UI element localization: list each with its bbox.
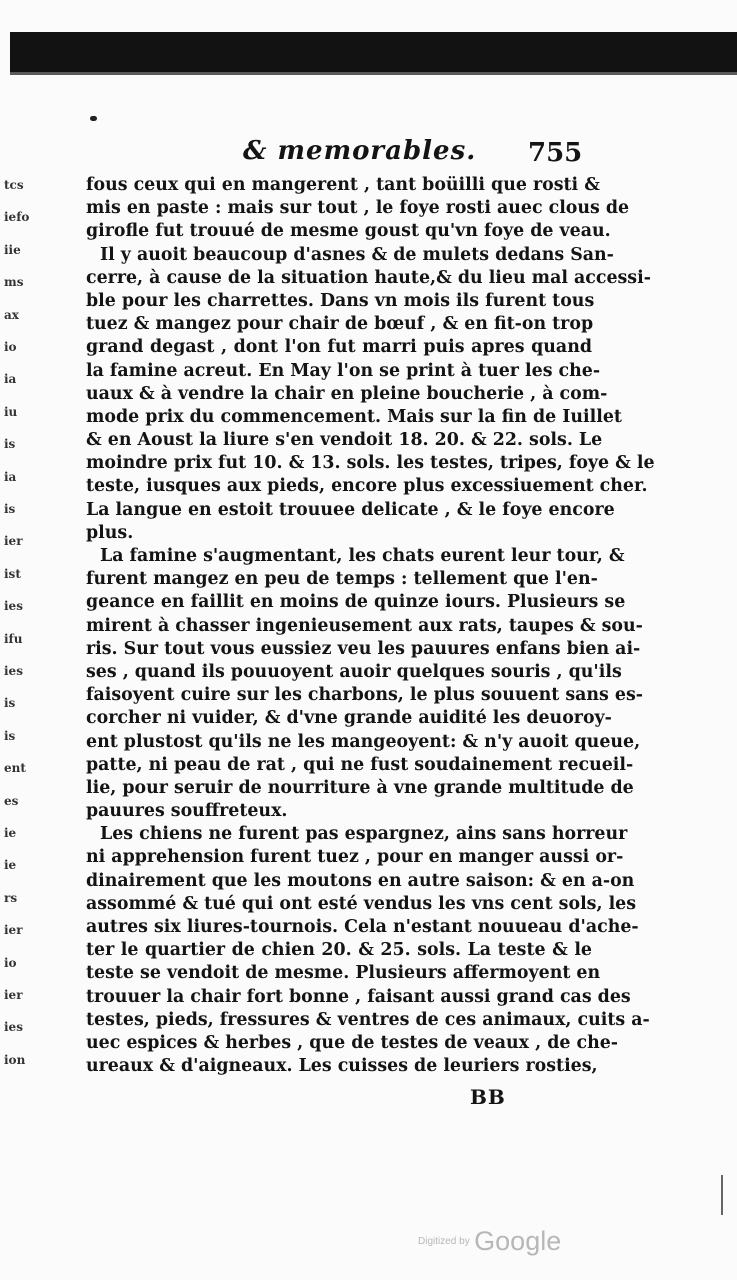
margin-fragment: ia [4, 372, 17, 387]
margin-fragment: ia [4, 469, 17, 484]
text-line: uaux & à vendre la chair en pleine boucherie , à com- [86, 383, 608, 404]
text-line: mis en paste : mais sur tout , le foye rosti auec clous de [86, 198, 630, 219]
margin-fragment: ifu [4, 631, 23, 646]
text-line: mode prix du commencement. Mais sur la fin de Iuillet [86, 406, 622, 427]
text-line: Les chiens ne furent pas espargnez, ains sans horreur [100, 824, 628, 845]
margin-fragment: ms [4, 275, 24, 290]
margin-fragment: ies [4, 664, 23, 678]
text-line: pauures souffreteux. [86, 801, 288, 822]
text-line: La langue en estoit trouuee delicate , & le foye encore [86, 499, 615, 520]
margin-fragment: ies [4, 599, 23, 614]
text-line: uec espices & herbes , que de testes de veaux , de che- [86, 1032, 618, 1053]
watermark-prefix: Digitized by [418, 1236, 470, 1247]
margin-fragment: is [4, 696, 16, 711]
margin-fragment: tcs [4, 178, 24, 192]
text-line: Il y auoit beaucoup d'asnes & de mulets dedans San- [100, 244, 614, 265]
text-line: la famine acreut. En May l'on se print à tuer les che- [86, 360, 601, 381]
text-line: ble pour les charrettes. Dans vn mois ils furent tous [86, 290, 595, 311]
text-line: grand degast , dont l'on fut marri puis apres quand [86, 337, 592, 358]
margin-fragment: ier [4, 923, 23, 938]
text-line: dinairement que les moutons en autre saison: & en a-on [86, 870, 635, 891]
margin-fragment: ist [4, 566, 21, 581]
margin-fragment: ie [4, 826, 17, 840]
text-line: cerre, à cause de la situation haute,& du lieu mal accessi- [86, 267, 651, 288]
scan-edge-bar [10, 32, 737, 72]
margin-fragment: ies [4, 1020, 23, 1035]
text-line: geance en faillit en moins de quinze iours. Plusieurs se [86, 592, 626, 613]
page-text [86, 174, 655, 1078]
margin-fragment: ax [4, 307, 19, 322]
text-line: ni apprehension furent tuez , pour en manger aussi or- [86, 847, 624, 868]
text-line: & en Aoust la liure s'en vendoit 18. 20. & 22. sols. Le [86, 430, 603, 451]
margin-fragment: iefo [4, 210, 30, 225]
text-line: ureaux & d'aigneaux. Les cuisses de leuriers rosties, [86, 1056, 598, 1077]
margin-fragment: es [4, 793, 19, 808]
text-line: patte, ni peau de rat , qui ne fust soudainement recueil- [86, 754, 634, 775]
text-line: La famine s'augmentant, les chats eurent leur tour, & [100, 546, 625, 566]
margin-fragment: is [4, 728, 16, 743]
text-line: faisoyent cuire sur les charbons, le plus souuent sans es- [86, 685, 643, 706]
text-line: moindre prix fut 10. & 13. sols. les testes, tripes, foye & le [86, 453, 655, 474]
text-line: girofle fut trouué de mesme goust qu'vn foye de veau. [86, 221, 611, 242]
margin-fragment: ier [4, 534, 23, 549]
text-line: furent mangez en peu de temps : tellement que l'en- [86, 569, 598, 590]
text-line: assommé & tué qui ont esté vendus les vns cent sols, les [86, 893, 637, 914]
margin-fragment: is [4, 502, 16, 516]
text-line: testes, pieds, fressures & ventres de ces animaux, cuits a- [86, 1009, 650, 1030]
ink-speck [90, 116, 97, 121]
text-line: teste, iusques aux pieds, encore plus excessiuement cher. [86, 476, 648, 497]
margin-fragment: io [4, 340, 17, 354]
margin-fragment: ion [4, 1052, 26, 1067]
margin-fragment: is [4, 437, 16, 452]
margin-fragment: ent [4, 761, 26, 776]
text-line: corcher ni vuider, & d'vne grande auidité les deuoroy- [86, 708, 612, 729]
text-line: ent plustost qu'ils ne les mangeoyent: & n'y auoit queue, [86, 731, 641, 752]
watermark-brand: Google [474, 1226, 562, 1256]
margin-fragment: rs [4, 890, 18, 905]
text-line: tuez & mangez pour chair de bœuf , & en fit-on trop [86, 314, 594, 335]
margin-fragment: iie [4, 242, 21, 257]
text-line: autres six liures-tournois. Cela n'estant nouueau d'ache- [86, 917, 639, 937]
text-line: lie, pour seruir de nourriture à vne grande multitude de [86, 777, 634, 798]
running-head: & memorables. [243, 136, 477, 166]
text-line: teste se vendoit de mesme. Plusieurs affermoyent en [86, 963, 601, 984]
margin-fragment: iu [4, 404, 18, 419]
text-line: fous ceux qui en mangerent , tant boüilli que rosti & [86, 175, 600, 195]
signature-mark: BB [470, 1085, 506, 1109]
margin-fragment: ier [4, 988, 23, 1002]
page-number: 755 [528, 138, 583, 168]
digitized-watermark [418, 1226, 561, 1257]
text-line: trouuer la chair fort bonne , faisant aussi grand cas des [86, 986, 631, 1007]
text-line: ter le quartier de chien 20. & 25. sols. La teste & le [86, 940, 592, 961]
text-line: ris. Sur tout vous eussiez veu les pauures enfans bien ai- [86, 638, 641, 659]
margin-fragment: ie [4, 858, 17, 873]
text-line: plus. [86, 522, 134, 543]
margin-fragment: io [4, 955, 17, 970]
text-line: ses , quand ils pouuoyent auoir quelques souris , qu'ils [86, 661, 622, 682]
text-line: mirent à chasser ingenieusement aux rats, taupes & sou- [86, 615, 643, 636]
edge-mark [721, 1175, 723, 1215]
